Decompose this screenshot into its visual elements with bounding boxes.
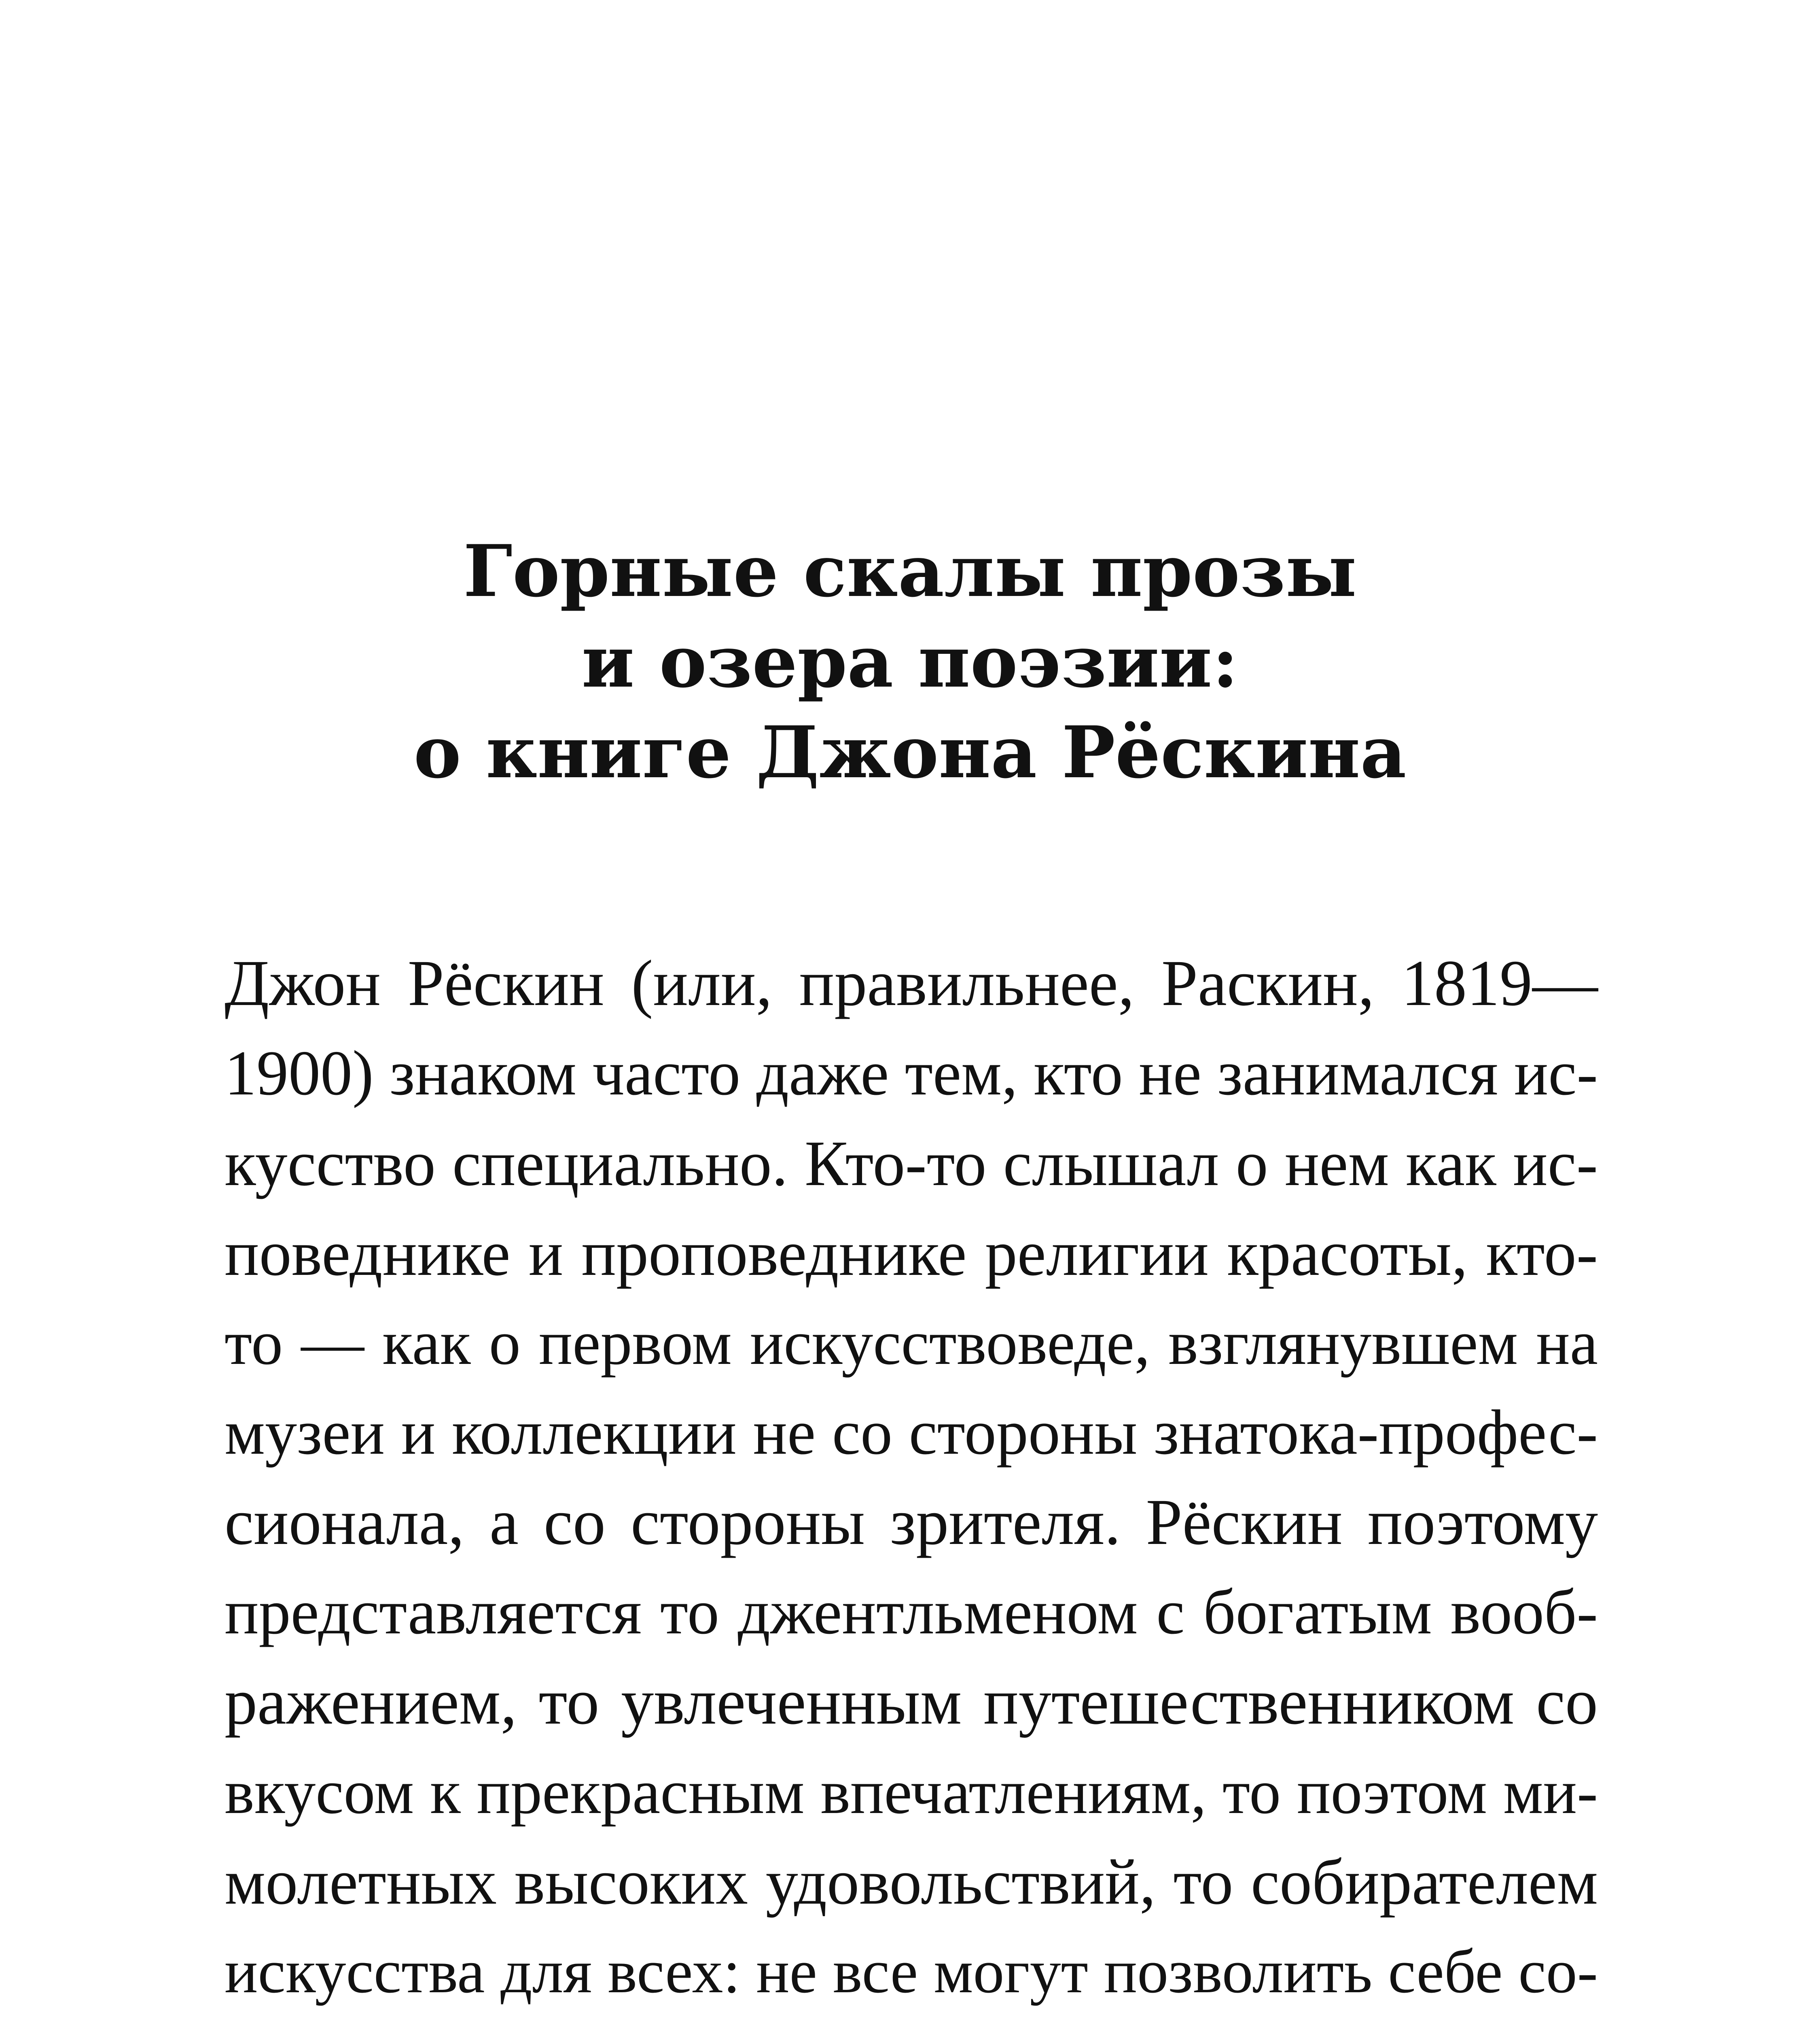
text-line: поведнике и проповеднике религии красоты, кто-: [225, 1217, 1598, 1289]
text-line: то — как о первом искусствоведе, взглянувшем на: [225, 1308, 1598, 1378]
text-line: Джон Рёскин (или, правильнее, Раскин, 1819—: [225, 947, 1598, 1020]
chapter-title-line: и озера поэзии:: [581, 620, 1239, 704]
text-line: молетных высоких удовольствий, то собирателем: [225, 1846, 1598, 1918]
text-line: музеи и коллекции не со стороны знатока-профес-: [225, 1397, 1598, 1468]
text-line: искусства для всех: не все могут позволить себе со-: [225, 1937, 1598, 2006]
chapter-title-line: Горные скалы прозы: [463, 529, 1357, 613]
text-line: 1900) знаком часто даже тем, кто не занимался ис-: [225, 1038, 1598, 1109]
text-line: ражением, то увлеченным путешественником со: [225, 1666, 1598, 1738]
text-line: [225, 2017, 1598, 2023]
chapter-title: [0, 526, 1820, 798]
body-paragraph: [225, 939, 1598, 2023]
text-line: сионала, а со стороны зрителя. Рёскин поэтому: [225, 1486, 1598, 1559]
text-line: вкусом к прекрасным впечатлениям, то поэтом ми-: [225, 1757, 1598, 1827]
text-line: кусство специально. Кто-то слышал о нем как ис-: [225, 1127, 1598, 1199]
chapter-title-line: о книге Джона Рёскина: [413, 710, 1407, 794]
text-line: представляется то джентльменом с богатым вооб-: [225, 1577, 1598, 1648]
